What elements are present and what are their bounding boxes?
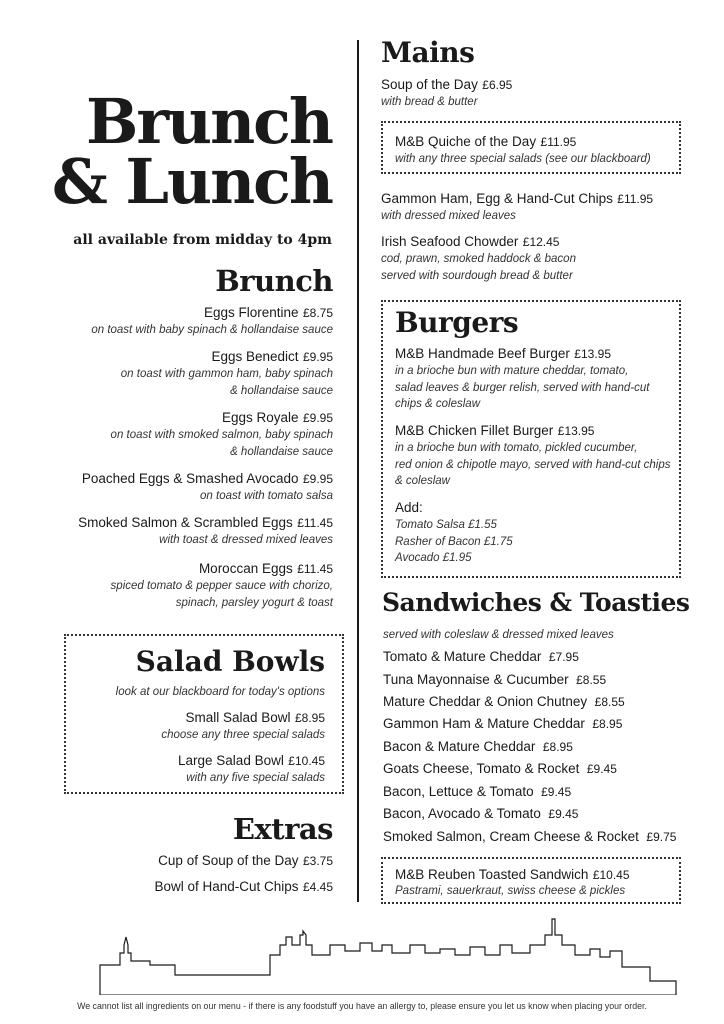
column-divider <box>357 40 359 902</box>
item-name: Bacon, Avocado & Tomato <box>383 806 541 821</box>
item-desc: with toast & dressed mixed leaves <box>159 534 333 546</box>
item-price: £11.95 <box>617 192 654 206</box>
item-name: Smoked Salmon, Cream Cheese & Rocket <box>383 829 639 844</box>
item-desc: in a brioche bun with mature cheddar, tomato, <box>395 365 629 377</box>
item-desc: choose any three special salads <box>161 729 325 741</box>
item-name: Poached Eggs & Smashed Avocado <box>81 471 299 486</box>
item-price: £8.75 <box>302 306 333 320</box>
sandwiches-heading: Sandwiches & Toasties <box>382 588 690 617</box>
item-price: £11.45 <box>297 562 333 576</box>
sandwich-item <box>383 672 606 687</box>
extras-item <box>154 878 333 896</box>
item-desc: red onion & chipotle mayo, served with hand-cut chips <box>395 458 671 471</box>
item-name: Bacon, Lettuce & Tomato <box>383 784 534 799</box>
item-name: Eggs Royale <box>221 410 299 425</box>
salad-item <box>178 752 325 787</box>
burger-addons <box>395 499 513 567</box>
item-desc: in a brioche bun with tomato, pickled cucumber, <box>395 442 638 454</box>
item-name: Small Salad Bowl <box>185 710 291 725</box>
sandwich-item <box>383 649 579 664</box>
item-price: £10.45 <box>288 754 325 768</box>
item-desc: with any three special salads (see our blackboard) <box>395 153 651 165</box>
title-line-2: & Lunch <box>51 145 332 218</box>
item-desc: on toast with tomato salsa <box>200 490 333 502</box>
salad-bowls-intro: look at our blackboard for today's options <box>115 686 325 698</box>
item-price: £7.95 <box>548 650 579 664</box>
item-name: M&B Handmade Beef Burger <box>395 346 570 361</box>
item-desc: Pastrami, sauerkraut, swiss cheese & pickles <box>395 885 626 897</box>
item-name: Smoked Salmon & Scrambled Eggs <box>78 515 293 530</box>
item-price: £12.45 <box>522 235 560 249</box>
item-desc: salad leaves & burger relish, served with hand-cut <box>395 381 650 394</box>
reuben-item <box>395 866 630 898</box>
item-price: £9.95 <box>302 350 333 364</box>
sandwich-item <box>383 806 578 821</box>
addon-item: Tomato Salsa £1.55 <box>395 519 497 531</box>
addon-item: Rasher of Bacon £1.75 <box>395 535 513 548</box>
item-desc: & hollandaise sauce <box>230 445 333 458</box>
page-title <box>51 85 332 218</box>
item-price: £9.95 <box>302 411 333 425</box>
item-price: £13.95 <box>557 424 595 438</box>
sandwich-item <box>383 829 676 844</box>
item-desc: & coleslaw <box>395 475 450 487</box>
item-name: M&B Quiche of the Day <box>395 134 537 149</box>
item-desc: chips & coleslaw <box>395 398 481 410</box>
item-price: £8.95 <box>294 711 325 725</box>
sandwich-item <box>383 716 622 731</box>
brunch-item <box>111 560 333 611</box>
item-name: Eggs Benedict <box>211 349 299 364</box>
city-skyline-illustration <box>0 915 724 995</box>
item-name: M&B Reuben Toasted Sandwich <box>395 867 589 882</box>
item-name: Gammon Ham, Egg & Hand-Cut Chips <box>381 191 613 206</box>
sandwich-item <box>383 694 625 709</box>
item-name: Tomato & Mature Cheddar <box>383 649 542 664</box>
item-name: Bacon & Mature Cheddar <box>383 739 536 754</box>
item-price: £8.95 <box>592 717 623 731</box>
mains-item <box>381 233 576 284</box>
addon-item: Avocado £1.95 <box>395 552 472 564</box>
burger-item <box>395 345 649 413</box>
item-name: Soup of the Day <box>381 77 478 92</box>
availability-subtitle: all available from midday to 4pm <box>73 232 332 248</box>
item-price: £3.75 <box>302 854 333 868</box>
item-desc: spinach, parsley yogurt & toast <box>175 596 333 609</box>
mains-item <box>381 76 512 111</box>
item-price: £9.45 <box>586 762 617 776</box>
item-desc: with bread & butter <box>381 96 478 108</box>
item-price: £9.95 <box>302 472 333 486</box>
item-name: Irish Seafood Chowder <box>381 234 519 249</box>
item-desc: served with sourdough bread & butter <box>381 269 573 282</box>
add-label: Add: <box>395 500 423 515</box>
item-price: £9.75 <box>646 830 677 844</box>
brunch-item <box>121 348 333 399</box>
item-name: M&B Chicken Fillet Burger <box>395 423 554 438</box>
brunch-item <box>82 470 333 505</box>
item-name: Moroccan Eggs <box>198 561 293 576</box>
allergy-note: We cannot list all ingredients on our menu - if there is any foodstuff you have an allergy to, please ensure you let us know when placing your order. <box>77 1001 647 1011</box>
item-name: Large Salad Bowl <box>178 753 284 768</box>
mains-item <box>395 133 651 168</box>
brunch-item <box>91 304 333 339</box>
sandwich-item <box>383 761 617 776</box>
item-price: £8.95 <box>542 740 573 754</box>
item-price: £6.95 <box>482 78 513 92</box>
sandwich-item <box>383 739 573 754</box>
item-name: Tuna Mayonnaise & Cucumber <box>383 672 569 687</box>
burgers-heading: Burgers <box>395 306 519 339</box>
item-name: Gammon Ham & Mature Cheddar <box>383 716 585 731</box>
item-price: £13.95 <box>574 347 611 361</box>
mains-heading: Mains <box>381 36 475 69</box>
item-desc: on toast with smoked salmon, baby spinach <box>110 429 333 441</box>
item-name: Bowl of Hand-Cut Chips <box>154 879 299 894</box>
item-desc: with any five special salads <box>186 772 325 784</box>
burger-item <box>395 422 671 490</box>
extras-heading: Extras <box>232 812 333 846</box>
item-price: £8.55 <box>576 673 607 687</box>
item-desc: spiced tomato & pepper sauce with chorizo, <box>110 580 333 592</box>
item-desc: with dressed mixed leaves <box>381 210 516 222</box>
mains-item <box>381 190 653 225</box>
salad-item <box>161 709 325 744</box>
item-price: £9.45 <box>548 807 579 821</box>
brunch-item <box>78 514 333 549</box>
title-line-1: Brunch <box>85 85 332 158</box>
item-price: £11.95 <box>540 135 577 149</box>
item-desc: on toast with gammon ham, baby spinach <box>120 368 333 380</box>
item-price: £8.55 <box>594 695 625 709</box>
item-price: £11.45 <box>297 516 333 530</box>
brunch-item <box>111 409 333 460</box>
item-name: Cup of Soup of the Day <box>158 853 299 868</box>
item-name: Mature Cheddar & Onion Chutney <box>383 694 588 709</box>
extras-item <box>158 852 333 870</box>
item-desc: cod, prawn, smoked haddock & bacon <box>381 253 576 265</box>
sandwiches-intro: served with coleslaw & dressed mixed leaves <box>383 629 614 641</box>
item-price: £4.45 <box>302 880 333 894</box>
item-name: Goats Cheese, Tomato & Rocket <box>383 761 580 776</box>
item-desc: on toast with baby spinach & hollandaise sauce <box>91 324 333 336</box>
salad-bowls-heading: Salad Bowls <box>135 645 325 678</box>
item-desc: & hollandaise sauce <box>230 384 333 397</box>
item-price: £10.45 <box>592 868 630 882</box>
brunch-heading: Brunch <box>215 264 333 298</box>
item-name: Eggs Florentine <box>203 305 299 320</box>
sandwich-item <box>383 784 571 799</box>
item-price: £9.45 <box>541 785 572 799</box>
